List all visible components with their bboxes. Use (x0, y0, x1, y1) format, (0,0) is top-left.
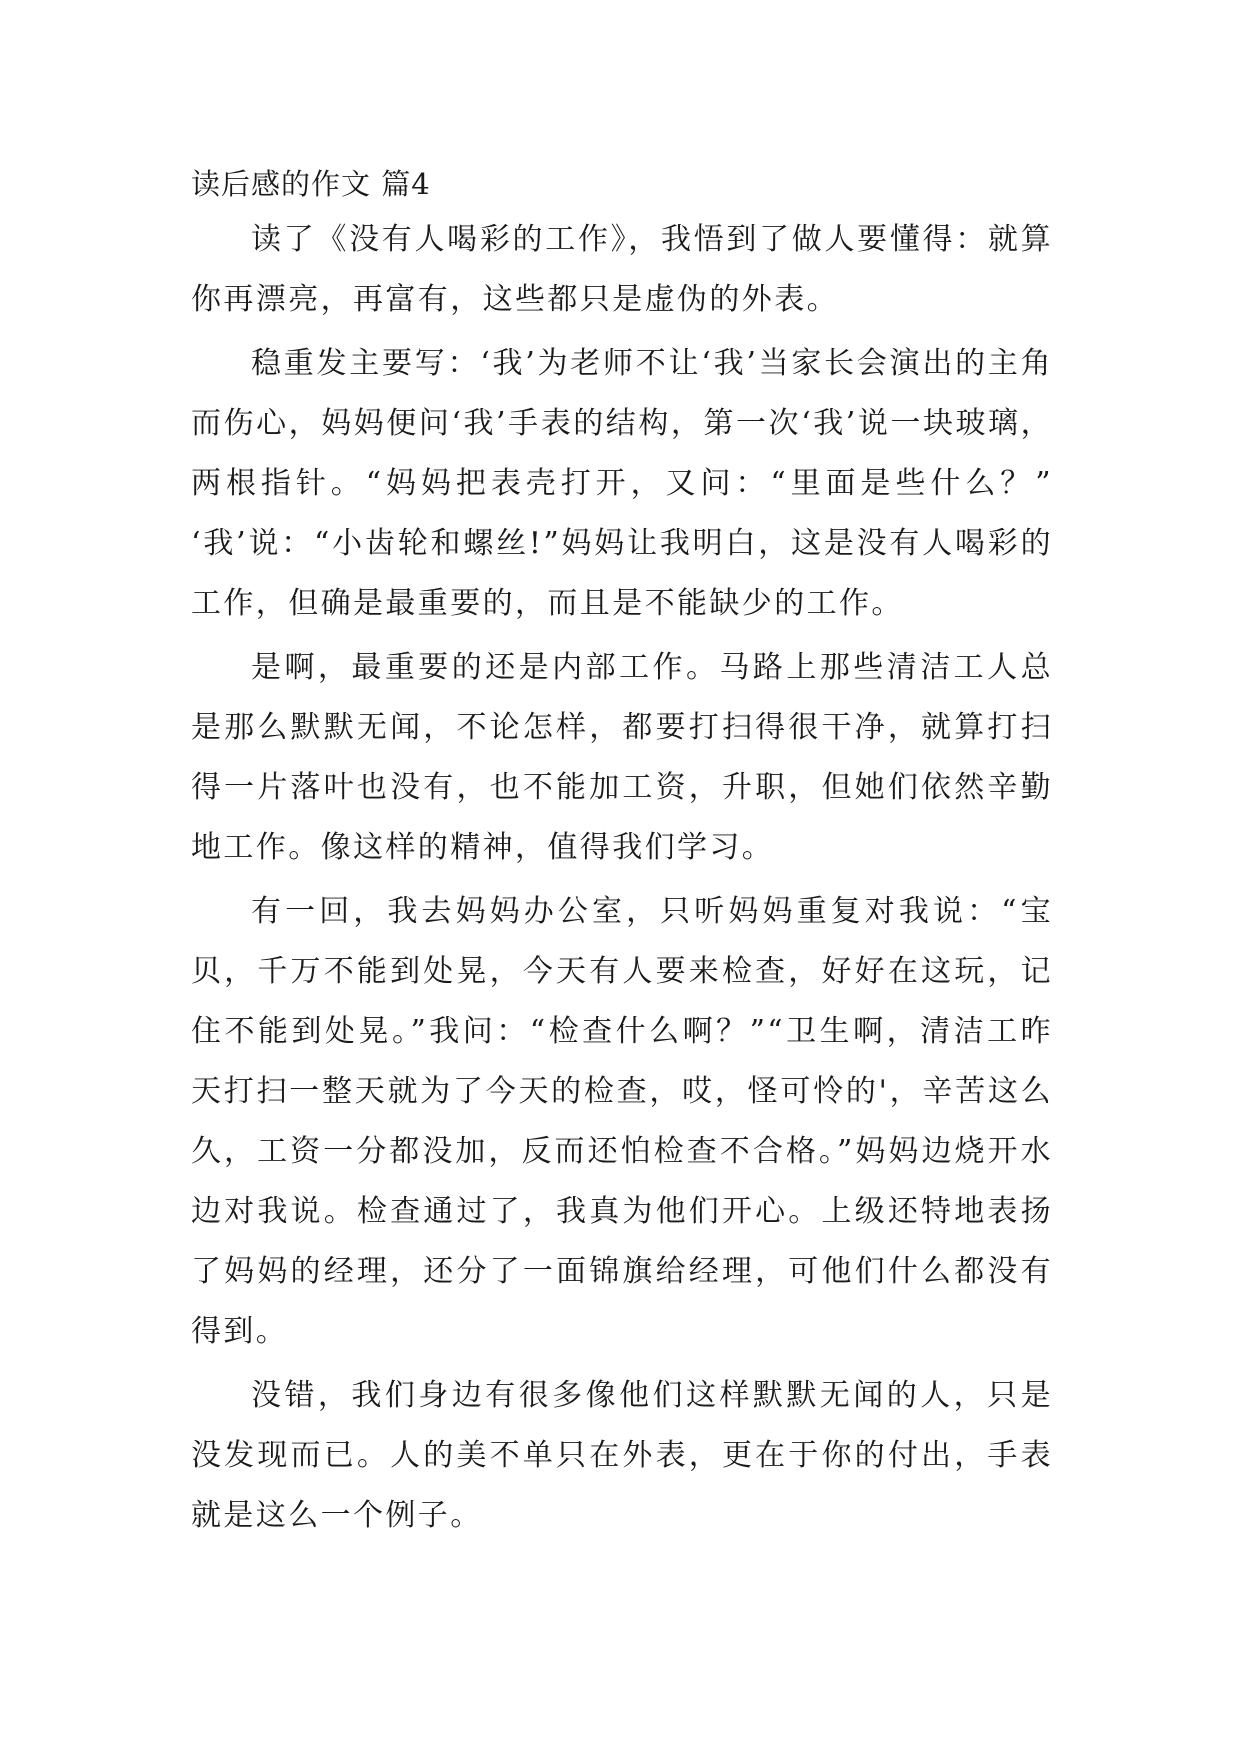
paragraph: 稳重发主要写：‘我’为老师不让‘我’当家长会演出的主角而伤心，妈妈便问‘我’手表的结构，第一次‘我’说一块玻璃，两根指针。“妈妈把表壳打开，又问：“里面是些什么？” ‘我’说：“小齿轮和螺丝!”妈妈让我明白，这是没有人喝彩的工作，但确是最重要的，而且是不能缺少的工作。 (191, 346, 1053, 621)
paragraph: 没错，我们身边有很多像他们这样默默无闻的人，只是没发现而已。人的美不单只在外表，更在于你的付出，手表就是这么一个例子。 (191, 1378, 1053, 1533)
paragraph: 读了《没有人喝彩的工作》，我悟到了做人要懂得：就算你再漂亮，再富有，这些都只是虚伪的外表。 (191, 222, 1053, 317)
paragraph: 是啊，最重要的还是内部工作。马路上那些清洁工人总是那么默默无闻，不论怎样，都要打扫得很干净，就算打扫得一片落叶也没有，也不能加工资，升职，但她们依然辛勤地工作。像这样的精神，值得我们学习。 (191, 650, 1053, 865)
document-body (191, 162, 1053, 1546)
document-title: 读后感的作文 篇4 (191, 167, 431, 201)
paragraph: 有一回，我去妈妈办公室，只听妈妈重复对我说：“宝贝，千万不能到处晃，今天有人要来检查，好好在这玩，记住不能到处晃。”我问：“检查什么啊？”“卫生啊，清洁工昨天打扫一整天就为了今天的检查，哎，怪可怜的'，辛苦这么久，工资一分都没加，反而还怕检查不合格。”妈妈边烧开水边对我说。检查通过了，我真为他们开心。上级还特地表扬了妈妈的经理，还分了一面锦旗给经理，可他们什么都没有得到。 (191, 894, 1053, 1349)
